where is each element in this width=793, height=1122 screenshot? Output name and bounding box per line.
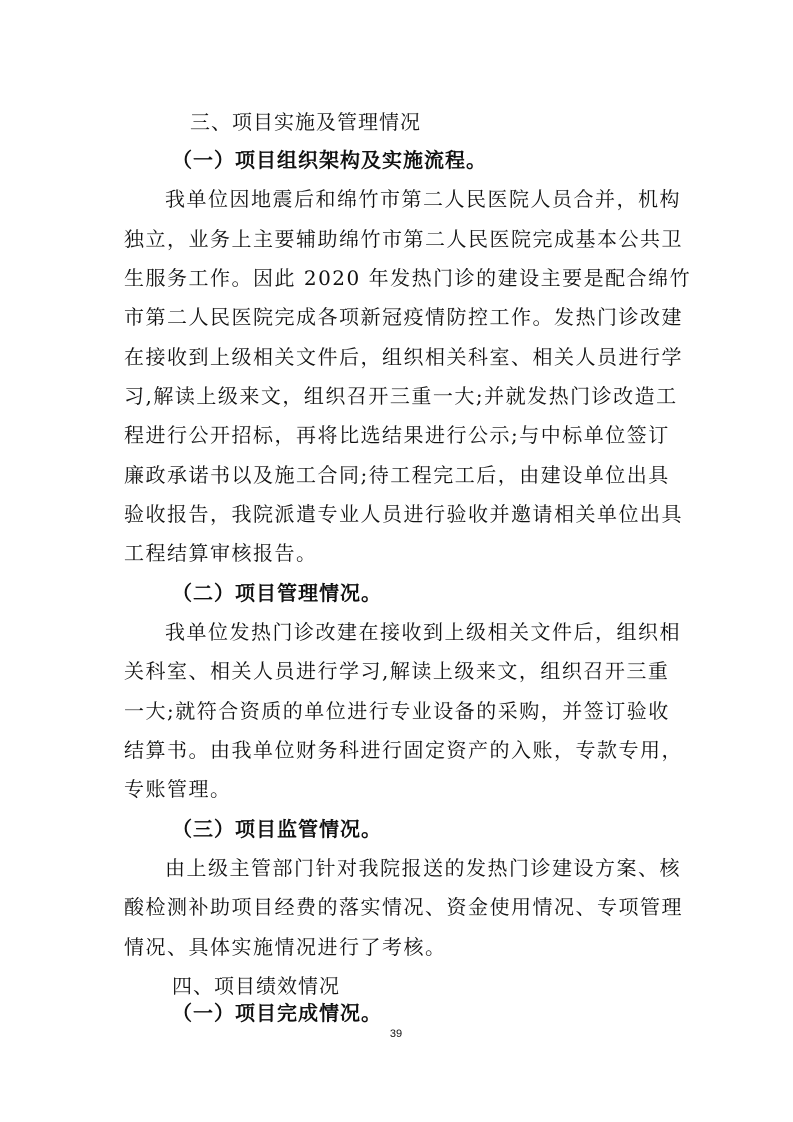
paragraph-line: 在接收到上级相关文件后，组织相关科室、相关人员进行学 — [124, 345, 683, 369]
subheading-supervision: （三）项目监管情况。 — [172, 817, 382, 841]
paragraph-line: 独立，业务上主要辅助绵竹市第二人民医院完成基本公共卫 — [124, 227, 683, 251]
paragraph-line: 我单位因地震后和绵竹市第二人民医院人员合并，机构 — [165, 187, 681, 211]
section-heading-four: 四、项目绩效情况 — [172, 974, 340, 998]
paragraph-line: 关科室、相关人员进行学习,解读上级来文，组织召开三重 — [124, 659, 670, 683]
subheading-management: （二）项目管理情况。 — [172, 581, 382, 605]
paragraph-line: 由上级主管部门针对我院报送的发热门诊建设方案、核 — [165, 856, 681, 880]
paragraph-line: 一大;就符合资质的单位进行专业设备的采购，并签订验收 — [124, 699, 670, 723]
paragraph-line: 验收报告，我院派遣专业人员进行验收并邀请相关单位出具 — [124, 502, 683, 526]
page-number: 39 — [389, 1028, 403, 1040]
section-heading-three: 三、项目实施及管理情况 — [190, 110, 421, 134]
paragraph-line: 专账管理。 — [124, 777, 232, 801]
paragraph-line: 情况、具体实施情况进行了考核。 — [124, 935, 447, 959]
paragraph-line: 习,解读上级来文，组织召开三重一大;并就发热门诊改造工 — [124, 384, 678, 408]
paragraph-line: 程进行公开招标，再将比选结果进行公示;与中标单位签订 — [124, 423, 670, 447]
paragraph-line: 生服务工作。因此 2020 年发热门诊的建设主要是配合绵竹 — [124, 266, 692, 290]
paragraph-line: 工程结算审核报告。 — [124, 541, 318, 565]
paragraph-line: 我单位发热门诊改建在接收到上级相关文件后，组织相 — [165, 620, 681, 644]
subheading-completion: （一）项目完成情况。 — [172, 1001, 382, 1025]
subheading-organization: （一）项目组织架构及实施流程。 — [172, 148, 487, 172]
paragraph-line: 结算书。由我单位财务科进行固定资产的入账，专款专用， — [124, 738, 683, 762]
paragraph-line: 酸检测补助项目经费的落实情况、资金使用情况、专项管理 — [124, 895, 683, 919]
paragraph-line: 廉政承诺书以及施工合同;待工程完工后，由建设单位出具 — [124, 463, 670, 487]
paragraph-line: 市第二人民医院完成各项新冠疫情防控工作。发热门诊改建 — [124, 305, 683, 329]
